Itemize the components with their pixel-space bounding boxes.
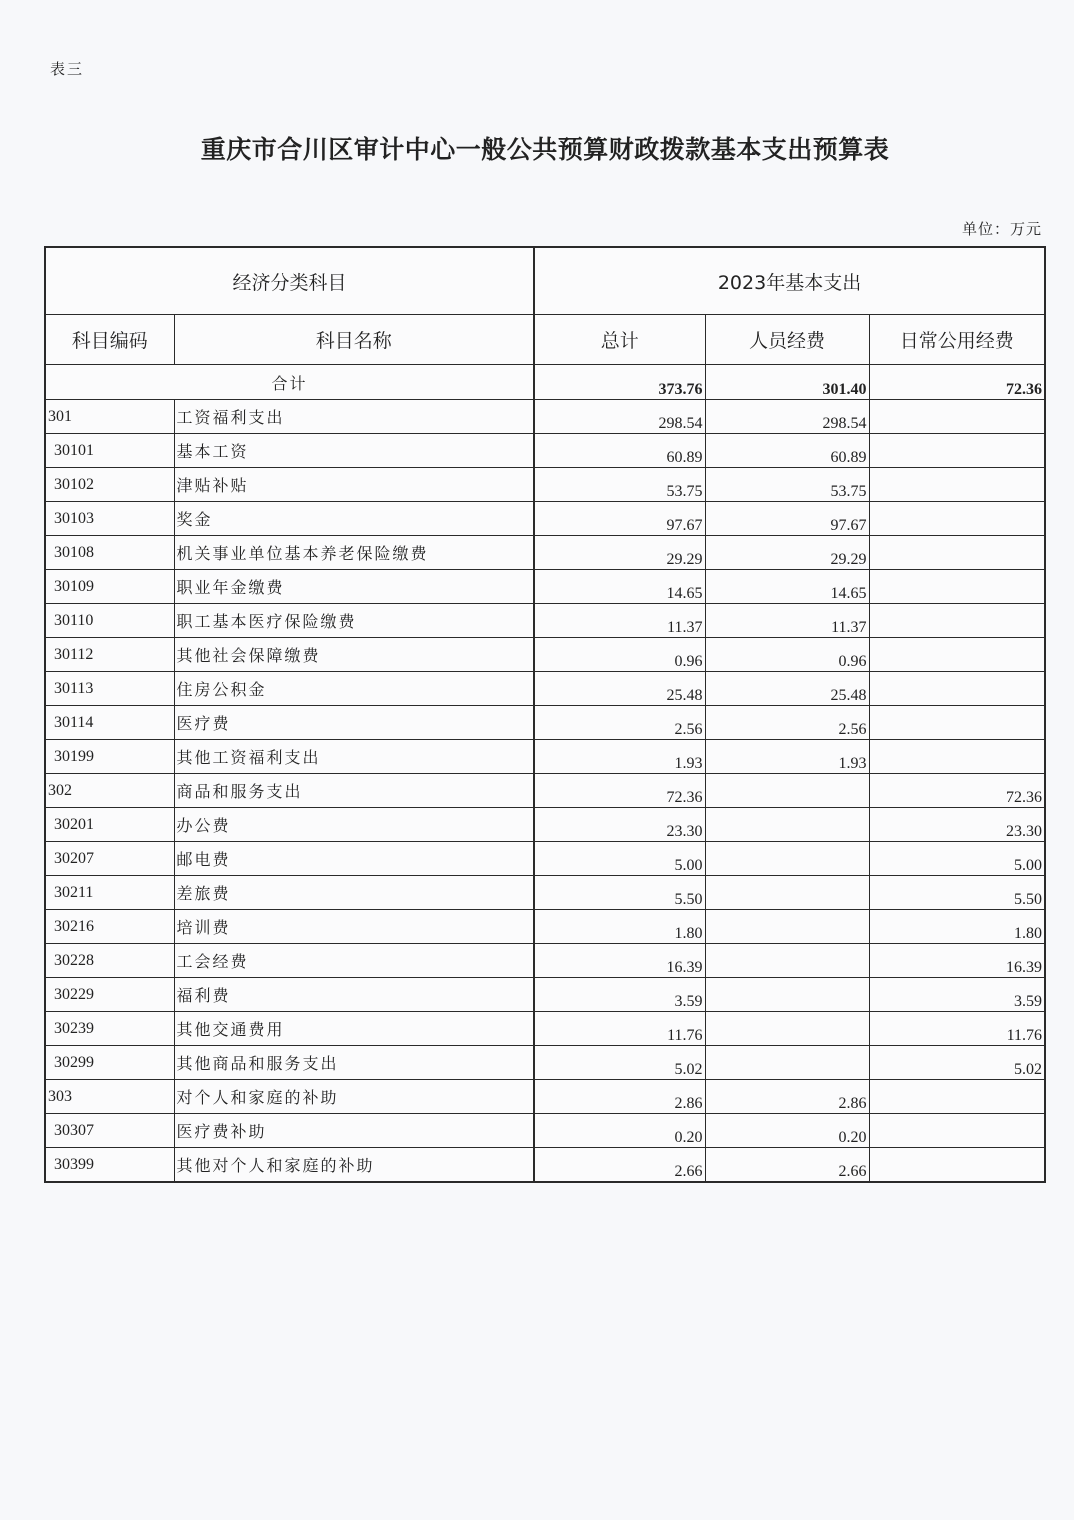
total-cell: 11.37 [534, 604, 705, 638]
personnel-cell: 60.89 [705, 434, 869, 468]
personnel-cell [705, 944, 869, 978]
table-row [45, 1046, 1045, 1080]
subject-code-cell: 30211 [45, 876, 174, 910]
total-cell: 3.59 [534, 978, 705, 1012]
total-cell: 72.36 [534, 774, 705, 808]
personnel-cell [705, 910, 869, 944]
total-cell: 2.66 [534, 1148, 705, 1183]
table-row [45, 672, 1045, 706]
table-row [45, 706, 1045, 740]
public-expense-cell [869, 502, 1045, 536]
total-cell: 5.00 [534, 842, 705, 876]
subject-code-cell: 301 [45, 400, 174, 434]
table-row [45, 842, 1045, 876]
table-row [45, 502, 1045, 536]
subject-name-cell: 奖金 [174, 502, 534, 536]
subject-name-cell: 工资福利支出 [174, 400, 534, 434]
header-subject-name: 科目名称 [174, 315, 534, 365]
subject-name-cell: 邮电费 [174, 842, 534, 876]
personnel-cell: 11.37 [705, 604, 869, 638]
subject-name-cell: 其他交通费用 [174, 1012, 534, 1046]
total-amount: 373.76 [534, 365, 705, 400]
subject-name-cell: 福利费 [174, 978, 534, 1012]
subject-name-cell: 工会经费 [174, 944, 534, 978]
subject-code-cell: 30103 [45, 502, 174, 536]
personnel-cell: 25.48 [705, 672, 869, 706]
personnel-cell: 298.54 [705, 400, 869, 434]
total-cell: 1.80 [534, 910, 705, 944]
total-cell: 0.96 [534, 638, 705, 672]
total-row [45, 365, 1045, 400]
subject-code-cell: 30112 [45, 638, 174, 672]
table-row [45, 1012, 1045, 1046]
total-cell: 2.56 [534, 706, 705, 740]
subject-code-cell: 30207 [45, 842, 174, 876]
public-expense-cell [869, 638, 1045, 672]
table-row [45, 774, 1045, 808]
public-expense-cell: 5.00 [869, 842, 1045, 876]
subject-code-cell: 30108 [45, 536, 174, 570]
public-expense-cell [869, 604, 1045, 638]
subject-code-cell: 30307 [45, 1114, 174, 1148]
header-subject-code: 科目编码 [45, 315, 174, 365]
public-expense-cell [869, 672, 1045, 706]
subject-code-cell: 30110 [45, 604, 174, 638]
total-cell: 2.86 [534, 1080, 705, 1114]
public-expense-cell [869, 706, 1045, 740]
total-cell: 16.39 [534, 944, 705, 978]
public-expense-cell [869, 1114, 1045, 1148]
personnel-cell [705, 774, 869, 808]
subject-code-cell: 30229 [45, 978, 174, 1012]
public-expense-cell [869, 1148, 1045, 1183]
subject-name-cell: 基本工资 [174, 434, 534, 468]
subject-name-cell: 办公费 [174, 808, 534, 842]
public-expense-cell: 3.59 [869, 978, 1045, 1012]
table-row [45, 1080, 1045, 1114]
subject-code-cell: 30114 [45, 706, 174, 740]
table-row [45, 1114, 1045, 1148]
table-row [45, 978, 1045, 1012]
subject-name-cell: 其他工资福利支出 [174, 740, 534, 774]
personnel-cell [705, 1012, 869, 1046]
public-expense-cell [869, 468, 1045, 502]
personnel-cell [705, 808, 869, 842]
public-expense-cell: 72.36 [869, 774, 1045, 808]
header-total: 总计 [534, 315, 705, 365]
personnel-cell [705, 842, 869, 876]
total-cell: 29.29 [534, 536, 705, 570]
total-cell: 97.67 [534, 502, 705, 536]
subject-code-cell: 30199 [45, 740, 174, 774]
page-label: 表三 [50, 60, 85, 78]
total-cell: 25.48 [534, 672, 705, 706]
table-row [45, 604, 1045, 638]
header-economic-category: 经济分类科目 [45, 247, 534, 315]
personnel-cell: 1.93 [705, 740, 869, 774]
table-row [45, 400, 1045, 434]
subject-name-cell: 差旅费 [174, 876, 534, 910]
personnel-cell: 14.65 [705, 570, 869, 604]
total-cell: 53.75 [534, 468, 705, 502]
personnel-cell: 0.96 [705, 638, 869, 672]
subject-name-cell: 商品和服务支出 [174, 774, 534, 808]
subject-name-cell: 津贴补贴 [174, 468, 534, 502]
subject-name-cell: 机关事业单位基本养老保险缴费 [174, 536, 534, 570]
public-expense-cell: 1.80 [869, 910, 1045, 944]
public-expense-cell: 5.02 [869, 1046, 1045, 1080]
public-expense-cell [869, 740, 1045, 774]
personnel-cell [705, 1046, 869, 1080]
subject-name-cell: 培训费 [174, 910, 534, 944]
page-title: 重庆市合川区审计中心一般公共预算财政拨款基本支出预算表 [200, 135, 890, 164]
public-expense-cell [869, 536, 1045, 570]
public-expense-cell: 5.50 [869, 876, 1045, 910]
subject-code-cell: 30399 [45, 1148, 174, 1183]
total-cell: 5.02 [534, 1046, 705, 1080]
subject-code-cell: 30228 [45, 944, 174, 978]
personnel-cell: 2.56 [705, 706, 869, 740]
personnel-cell [705, 876, 869, 910]
total-cell: 298.54 [534, 400, 705, 434]
public-expense-cell [869, 570, 1045, 604]
table-row [45, 876, 1045, 910]
public-expense-cell: 11.76 [869, 1012, 1045, 1046]
header-personnel-expense: 人员经费 [705, 315, 869, 365]
table-row [45, 536, 1045, 570]
public-expense-cell [869, 400, 1045, 434]
subject-code-cell: 30239 [45, 1012, 174, 1046]
total-personnel: 301.40 [705, 365, 869, 400]
budget-table [44, 246, 1046, 1183]
personnel-cell: 97.67 [705, 502, 869, 536]
table-row [45, 740, 1045, 774]
personnel-cell: 53.75 [705, 468, 869, 502]
subject-name-cell: 医疗费补助 [174, 1114, 534, 1148]
subject-code-cell: 30299 [45, 1046, 174, 1080]
total-cell: 1.93 [534, 740, 705, 774]
subject-name-cell: 职业年金缴费 [174, 570, 534, 604]
unit-label: 单位：万元 [961, 220, 1042, 238]
table-row [45, 434, 1045, 468]
personnel-cell: 2.66 [705, 1148, 869, 1183]
total-cell: 23.30 [534, 808, 705, 842]
subject-name-cell: 其他社会保障缴费 [174, 638, 534, 672]
table-row [45, 1148, 1045, 1183]
table-row [45, 468, 1045, 502]
subject-code-cell: 30101 [45, 434, 174, 468]
subject-code-cell: 30216 [45, 910, 174, 944]
subject-code-cell: 30201 [45, 808, 174, 842]
total-public: 72.36 [869, 365, 1045, 400]
subject-name-cell: 职工基本医疗保险缴费 [174, 604, 534, 638]
subject-code-cell: 303 [45, 1080, 174, 1114]
total-cell: 14.65 [534, 570, 705, 604]
total-cell: 5.50 [534, 876, 705, 910]
personnel-cell: 0.20 [705, 1114, 869, 1148]
personnel-cell: 2.86 [705, 1080, 869, 1114]
personnel-cell [705, 978, 869, 1012]
subject-name-cell: 其他商品和服务支出 [174, 1046, 534, 1080]
personnel-cell: 29.29 [705, 536, 869, 570]
subject-code-cell: 30113 [45, 672, 174, 706]
public-expense-cell: 16.39 [869, 944, 1045, 978]
total-cell: 0.20 [534, 1114, 705, 1148]
subject-name-cell: 医疗费 [174, 706, 534, 740]
header-public-expense: 日常公用经费 [869, 315, 1045, 365]
public-expense-cell [869, 434, 1045, 468]
table-row [45, 570, 1045, 604]
public-expense-cell [869, 1080, 1045, 1114]
total-cell: 11.76 [534, 1012, 705, 1046]
table-row [45, 808, 1045, 842]
header-2023-basic-expenditure: 2023年基本支出 [534, 247, 1045, 315]
table-row [45, 638, 1045, 672]
subject-code-cell: 30102 [45, 468, 174, 502]
total-label: 合计 [45, 365, 534, 400]
subject-code-cell: 30109 [45, 570, 174, 604]
subject-code-cell: 302 [45, 774, 174, 808]
subject-name-cell: 对个人和家庭的补助 [174, 1080, 534, 1114]
subject-name-cell: 其他对个人和家庭的补助 [174, 1148, 534, 1183]
table-row [45, 910, 1045, 944]
subject-name-cell: 住房公积金 [174, 672, 534, 706]
public-expense-cell: 23.30 [869, 808, 1045, 842]
total-cell: 60.89 [534, 434, 705, 468]
table-row [45, 944, 1045, 978]
